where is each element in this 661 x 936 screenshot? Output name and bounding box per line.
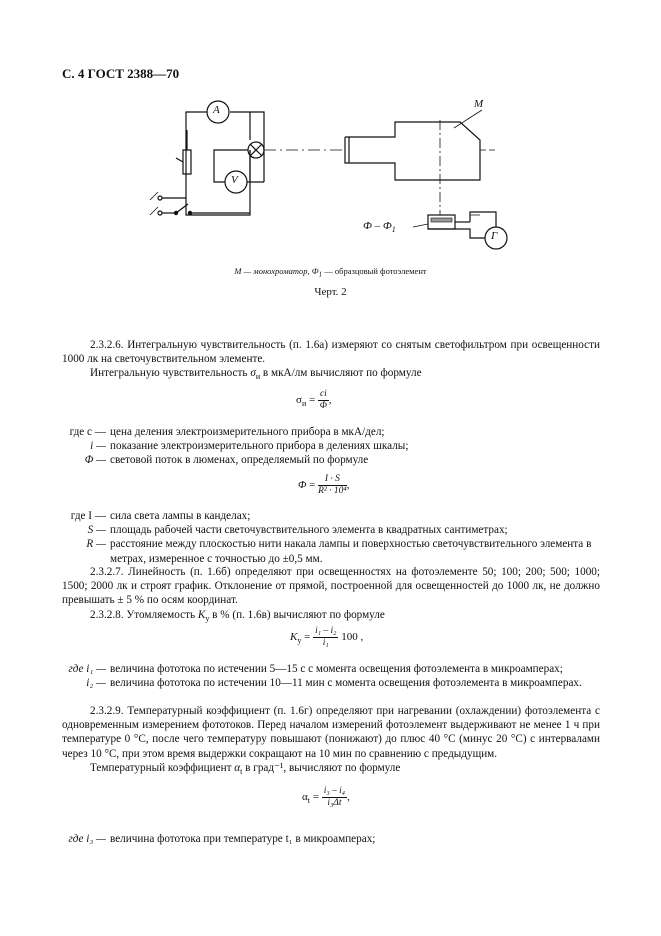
denominator: i₃Δt	[327, 798, 342, 808]
def-text: величина фототока по истечении 5—15 с с момента освещения фотоэлемента в микроамперах;	[110, 663, 563, 675]
def-lead: где I —	[70, 510, 106, 522]
label-galvanometer: Г	[491, 230, 498, 242]
denominator: R² · 10⁴	[318, 486, 347, 496]
def-text: расстояние между плоскостью нити накала лампы и поверхностью светочувствительного элемента в метрах, измеренное с точностью до ±0,5 мм.	[110, 538, 592, 565]
circuit-wire	[470, 212, 496, 227]
figure-caption	[0, 266, 661, 279]
paragraph-2328	[62, 608, 600, 626]
label-monochromator: M	[474, 98, 484, 110]
definition-row	[62, 832, 600, 846]
fraction	[313, 626, 338, 649]
formula-phi	[298, 474, 349, 497]
alpha-sub: t	[240, 767, 243, 777]
formula-tail: ,	[347, 791, 350, 804]
circuit-wire	[250, 112, 264, 182]
def-text: световой поток в люменах, определяемый по формуле	[110, 454, 369, 467]
numerator: I · S	[318, 474, 347, 486]
numerator: ci	[319, 389, 327, 399]
text: в мкА/лм вычисляют по формуле	[262, 367, 422, 379]
formula-tail: 100 ,	[341, 631, 364, 644]
definition-row	[62, 439, 600, 453]
definition-row	[62, 453, 600, 467]
definition-row	[62, 523, 600, 537]
alpha-symbol: α	[234, 762, 241, 774]
def-lead: i —	[90, 440, 106, 453]
def-lead: где i₁ —	[68, 663, 106, 675]
text: в град⁻¹, вычисляют по формуле	[245, 762, 401, 774]
k-sub: у	[205, 614, 210, 624]
formula-eq: =	[312, 791, 319, 804]
def-lead: где c —	[69, 426, 106, 438]
circuit-wire	[186, 112, 250, 215]
def-lead: S —	[87, 524, 106, 537]
formula-lhs-sub: t	[307, 796, 310, 806]
formula-sigma	[296, 389, 332, 412]
circuit-wire	[470, 215, 480, 222]
formula-lhs-sub: у	[297, 636, 302, 646]
formula-k	[290, 626, 363, 649]
denominator: i₁	[322, 638, 329, 648]
switch-contact	[174, 211, 177, 214]
def-text: величина фототока при температуре t₁ в микроамперах;	[110, 833, 376, 845]
numerator: i₃ – i₄	[323, 786, 346, 796]
circuit-wire	[230, 112, 250, 140]
formula-tail: ,	[346, 479, 350, 492]
def-text: величина фототока по истечении 10—11 мин с момента освещения фотоэлемента в микроамперах.	[110, 677, 582, 690]
schematic-figure	[0, 0, 661, 300]
definition-row	[62, 509, 600, 523]
def-lead: где i₃ —	[68, 833, 106, 845]
paragraph-2326: 2.3.2.6. Интегральную чувствительность (п. 1.6а) измеряют со снятым светофильтром при освещенности 1000 лк на светочувствительном элементе.	[62, 339, 600, 366]
definition-row	[62, 662, 600, 676]
fraction	[318, 389, 329, 412]
fraction	[322, 786, 347, 809]
fraction	[318, 474, 347, 497]
label-ammeter: A	[213, 104, 220, 116]
paragraph-2329: 2.3.2.9. Температурный коэффициент (п. 1.6г) определяют при нагревании (охлаждении) фотоэлемента с одновременным измерением фототоков. Перед началом измерений фотоэлемент выдерживают не менее 1 ч при температуре 0 °С, после чего температуру повышают (понижают) до плюс 40 °С (минус 20 °С) с интервалами через 10 °С, при этом время выдержки сокращают на 10 мин по сравнению с предыдущим.	[62, 705, 600, 760]
terminal	[158, 211, 162, 215]
paragraph-2326-formula-intro	[62, 366, 600, 384]
monochromator-body	[345, 122, 480, 180]
formula-eq: =	[309, 479, 316, 492]
numerator: i₁ – i₂	[315, 626, 337, 636]
formula-lhs: Φ	[298, 479, 307, 492]
paragraph-2329-formula-intro	[62, 761, 600, 779]
definitions-2326b	[62, 509, 600, 566]
def-text: цена деления электроизмерительного прибора в мкА/дел;	[110, 426, 385, 438]
def-lead: Φ —	[84, 454, 106, 467]
def-text: площадь рабочей части светочувствительного элемента в квадратных сантиметрах;	[110, 524, 508, 537]
rheostat-slider	[176, 158, 183, 162]
label-photocell	[363, 220, 396, 234]
formula-eq: =	[308, 394, 316, 407]
text: Интегральную чувствительность	[90, 367, 248, 379]
k-symbol: K	[197, 609, 206, 621]
formula-lhs: σ	[296, 394, 302, 407]
caption-rest: — образцовый фотоэлемент	[324, 266, 427, 276]
def-text: сила света лампы в канделах;	[110, 510, 251, 522]
definitions-2329	[62, 832, 600, 846]
paragraph-2327: 2.3.2.7. Линейность (п. 1.6б) определяют при освещенностях на фотоэлементе 50; 100; 200; 500; 1000; 1500; 2000 лк и строят график. Отклонение от прямой, построенной для освещенностей до 1000 лк, не должно превышать ± 5 % по осям координат.	[62, 566, 600, 607]
def-lead: i₂ —	[86, 677, 106, 690]
terminal	[158, 196, 162, 200]
formula-lhs-sub: и	[301, 399, 307, 409]
formula-lhs: α	[302, 791, 308, 804]
formula-alpha	[302, 786, 350, 809]
label-photocell-text: Ф – Ф	[363, 220, 392, 232]
rheostat	[183, 150, 191, 174]
formula-lhs: K	[290, 631, 298, 644]
sigma-symbol: σ	[250, 367, 256, 379]
definitions-2328	[62, 662, 600, 690]
formula-tail: ,	[328, 394, 332, 407]
definitions-2326a	[62, 425, 600, 468]
caption-sub: 1	[318, 270, 323, 279]
circuit-wire	[455, 229, 485, 238]
def-lead: R —	[86, 538, 106, 551]
caption-text: M — монохроматор, Ф	[234, 266, 319, 276]
denominator: Φ	[319, 401, 327, 411]
def-text: показание электроизмерительного прибора в делениях шкалы;	[110, 440, 409, 453]
text: Температурный коэффициент	[90, 762, 232, 774]
formula-eq: =	[304, 631, 311, 644]
label-photocell-sub: 1	[391, 225, 396, 235]
text: 2.3.2.8. Утомляемость	[90, 609, 196, 621]
definition-row	[62, 676, 600, 690]
figure-number: Черт. 2	[314, 286, 347, 298]
label-voltmeter: V	[231, 174, 238, 186]
text: в % (п. 1.6в) вычисляют по формуле	[212, 609, 385, 621]
definition-row	[62, 537, 600, 565]
sigma-sub: и	[255, 372, 261, 382]
page-header: С. 4 ГОСТ 2388—70	[62, 66, 180, 81]
definition-row	[62, 425, 600, 439]
